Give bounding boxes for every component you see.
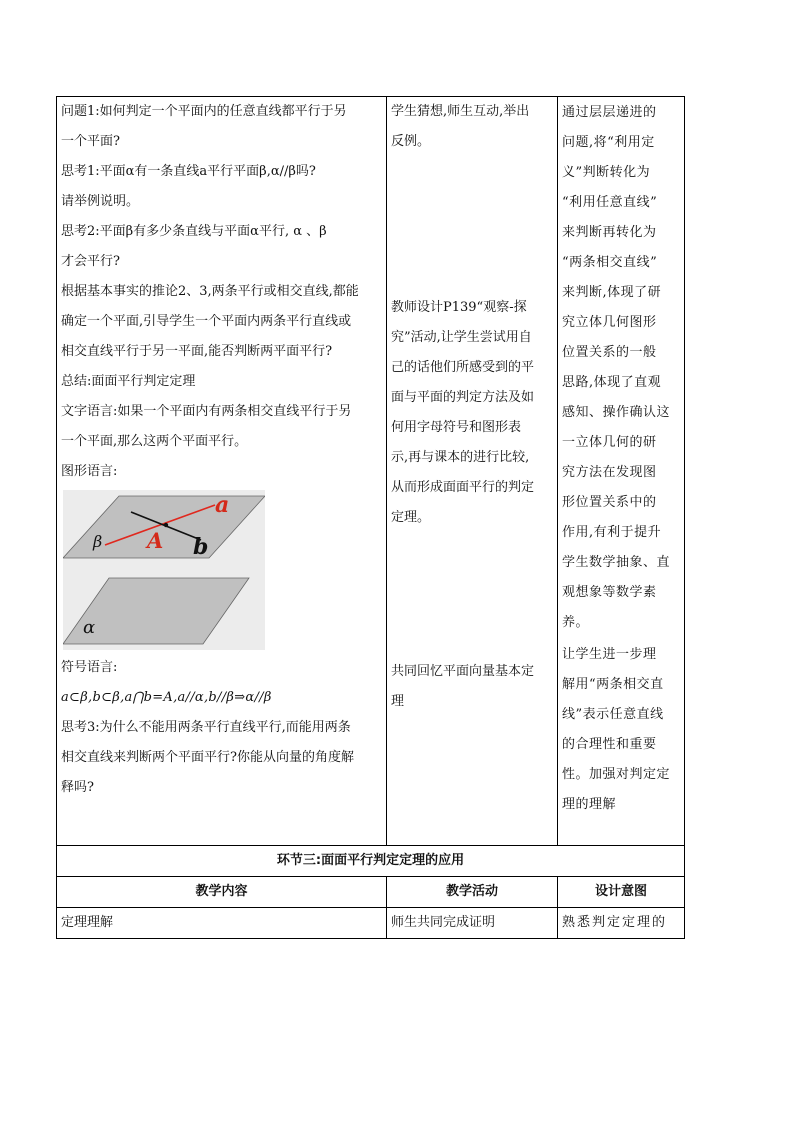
intent-line: 让学生进一步理 xyxy=(562,647,657,662)
think2-line-1: 思考2:平面β有多少条直线与平面α平行, α 、β xyxy=(61,224,327,239)
text-language-line-1: 文字语言:如果一个平面内有两条相交直线平行于另 xyxy=(61,404,352,419)
label-alpha: α xyxy=(83,617,96,638)
section-row xyxy=(57,846,685,877)
think2-line-2: 才会平行? xyxy=(61,254,120,269)
intent-cell xyxy=(558,97,685,846)
design-line-5: 何用字母符号和图形表 xyxy=(391,420,522,435)
label-point-A: A xyxy=(147,528,164,553)
last-activity: 师生共同完成证明 xyxy=(387,908,558,939)
recall-line-2: 理 xyxy=(391,694,405,709)
think1-line-2: 请举例说明。 xyxy=(61,194,140,209)
intent-line: 线”表示任意直线 xyxy=(562,707,664,722)
intent-line: 理的理解 xyxy=(562,797,617,812)
recall-line-1: 共同回忆平面向量基本定 xyxy=(391,664,535,679)
intent-line: 问题,将“利用定 xyxy=(562,135,655,150)
intent-line: 义”判断转化为 xyxy=(562,165,651,180)
intent-line: 的合理性和重要 xyxy=(562,737,657,752)
design-line-4: 面与平面的判定方法及如 xyxy=(391,390,535,405)
intent-block-2 xyxy=(562,640,680,820)
design-line-8: 定理。 xyxy=(391,510,431,525)
graph-language-label: 图形语言: xyxy=(61,464,118,479)
fact-line-2: 确定一个平面,引导学生一个平面内两条平行直线或 xyxy=(61,314,352,329)
intent-line: 究立体几何图形 xyxy=(562,315,657,330)
guess-line-2: 反例。 xyxy=(391,134,431,149)
intent-line: 形位置关系中的 xyxy=(562,495,657,510)
intent-line: 作用,有利于提升 xyxy=(562,525,662,540)
design-line-2: 究”活动,让学生尝试用自 xyxy=(391,330,532,345)
intent-line: 来判断再转化为 xyxy=(562,225,657,240)
intent-line: “利用任意直线” xyxy=(562,195,658,210)
label-beta: β xyxy=(93,532,103,551)
intent-block-1 xyxy=(562,98,680,638)
design-line-7: 从而形成面面平行的判定 xyxy=(391,480,535,495)
intent-line: 解用“两条相交直 xyxy=(562,677,664,692)
intent-line: 究方法在发现图 xyxy=(562,465,657,480)
design-line-1: 教师设计P139“观察-探 xyxy=(391,300,527,315)
header-activity: 教学活动 xyxy=(387,877,558,908)
intent-line: 学生数学抽象、直 xyxy=(562,555,671,570)
intent-line: 一立体几何的研 xyxy=(562,435,657,450)
activity-cell xyxy=(387,97,558,846)
symbol-expression: a⊂β,b⊂β,a⋂b=A,a//α,b//β⇒α//β xyxy=(61,690,272,705)
intersection-point xyxy=(164,523,168,527)
intent-line: 观想象等数学素 xyxy=(562,585,657,600)
summary-line: 总结:面面平行判定定理 xyxy=(61,374,196,389)
intent-line: 思路,体现了直观 xyxy=(562,375,662,390)
design-line-6: 示,再与课本的进行比较, xyxy=(391,450,530,465)
intent-line: 位置关系的一般 xyxy=(562,345,657,360)
header-row xyxy=(57,877,685,908)
guess-line-1: 学生猜想,师生互动,举出 xyxy=(391,104,530,119)
design-line-3: 己的话他们所感受到的平 xyxy=(391,360,535,375)
fact-line-3: 相交直线平行于另一平面,能否判断两平面平行? xyxy=(61,344,333,359)
think3-line-2: 相交直线来判断两个平面平行?你能从向量的角度解 xyxy=(61,750,354,765)
symbol-language-label: 符号语言: xyxy=(61,660,118,675)
header-content: 教学内容 xyxy=(57,877,387,908)
intent-line: 感知、操作确认这 xyxy=(562,405,671,420)
text-language-line-2: 一个平面,那么这两个平面平行。 xyxy=(61,434,248,449)
problem1-line-1: 问题1:如何判定一个平面内的任意直线都平行于另 xyxy=(61,104,347,119)
intent-line: 养。 xyxy=(562,615,590,630)
header-intent: 设计意图 xyxy=(558,877,685,908)
last-intent: 熟悉判定定理的 xyxy=(558,908,685,939)
think1-line-1: 思考1:平面α有一条直线a平行平面β,α//β吗? xyxy=(61,164,316,179)
table-row xyxy=(57,908,685,939)
fact-line-1: 根据基本事实的推论2、3,两条平行或相交直线,都能 xyxy=(61,284,359,299)
section-title: 环节三:面面平行判定定理的应用 xyxy=(57,846,685,877)
table-row xyxy=(57,97,685,846)
label-a: a xyxy=(215,492,230,518)
intent-line: 通过层层递进的 xyxy=(562,105,657,120)
last-content: 定理理解 xyxy=(57,908,387,939)
intent-line: 性。加强对判定定 xyxy=(562,767,671,782)
planes-figure xyxy=(63,490,265,650)
problem1-line-2: 一个平面? xyxy=(61,134,120,149)
intent-line: “两条相交直线” xyxy=(562,255,658,270)
think3-line-1: 思考3:为什么不能用两条平行直线平行,而能用两条 xyxy=(61,720,351,735)
label-b: b xyxy=(193,534,209,560)
content-cell xyxy=(57,97,387,846)
think3-line-3: 释吗? xyxy=(61,780,94,795)
lesson-table xyxy=(56,96,685,939)
intent-line: 来判断,体现了研 xyxy=(562,285,662,300)
